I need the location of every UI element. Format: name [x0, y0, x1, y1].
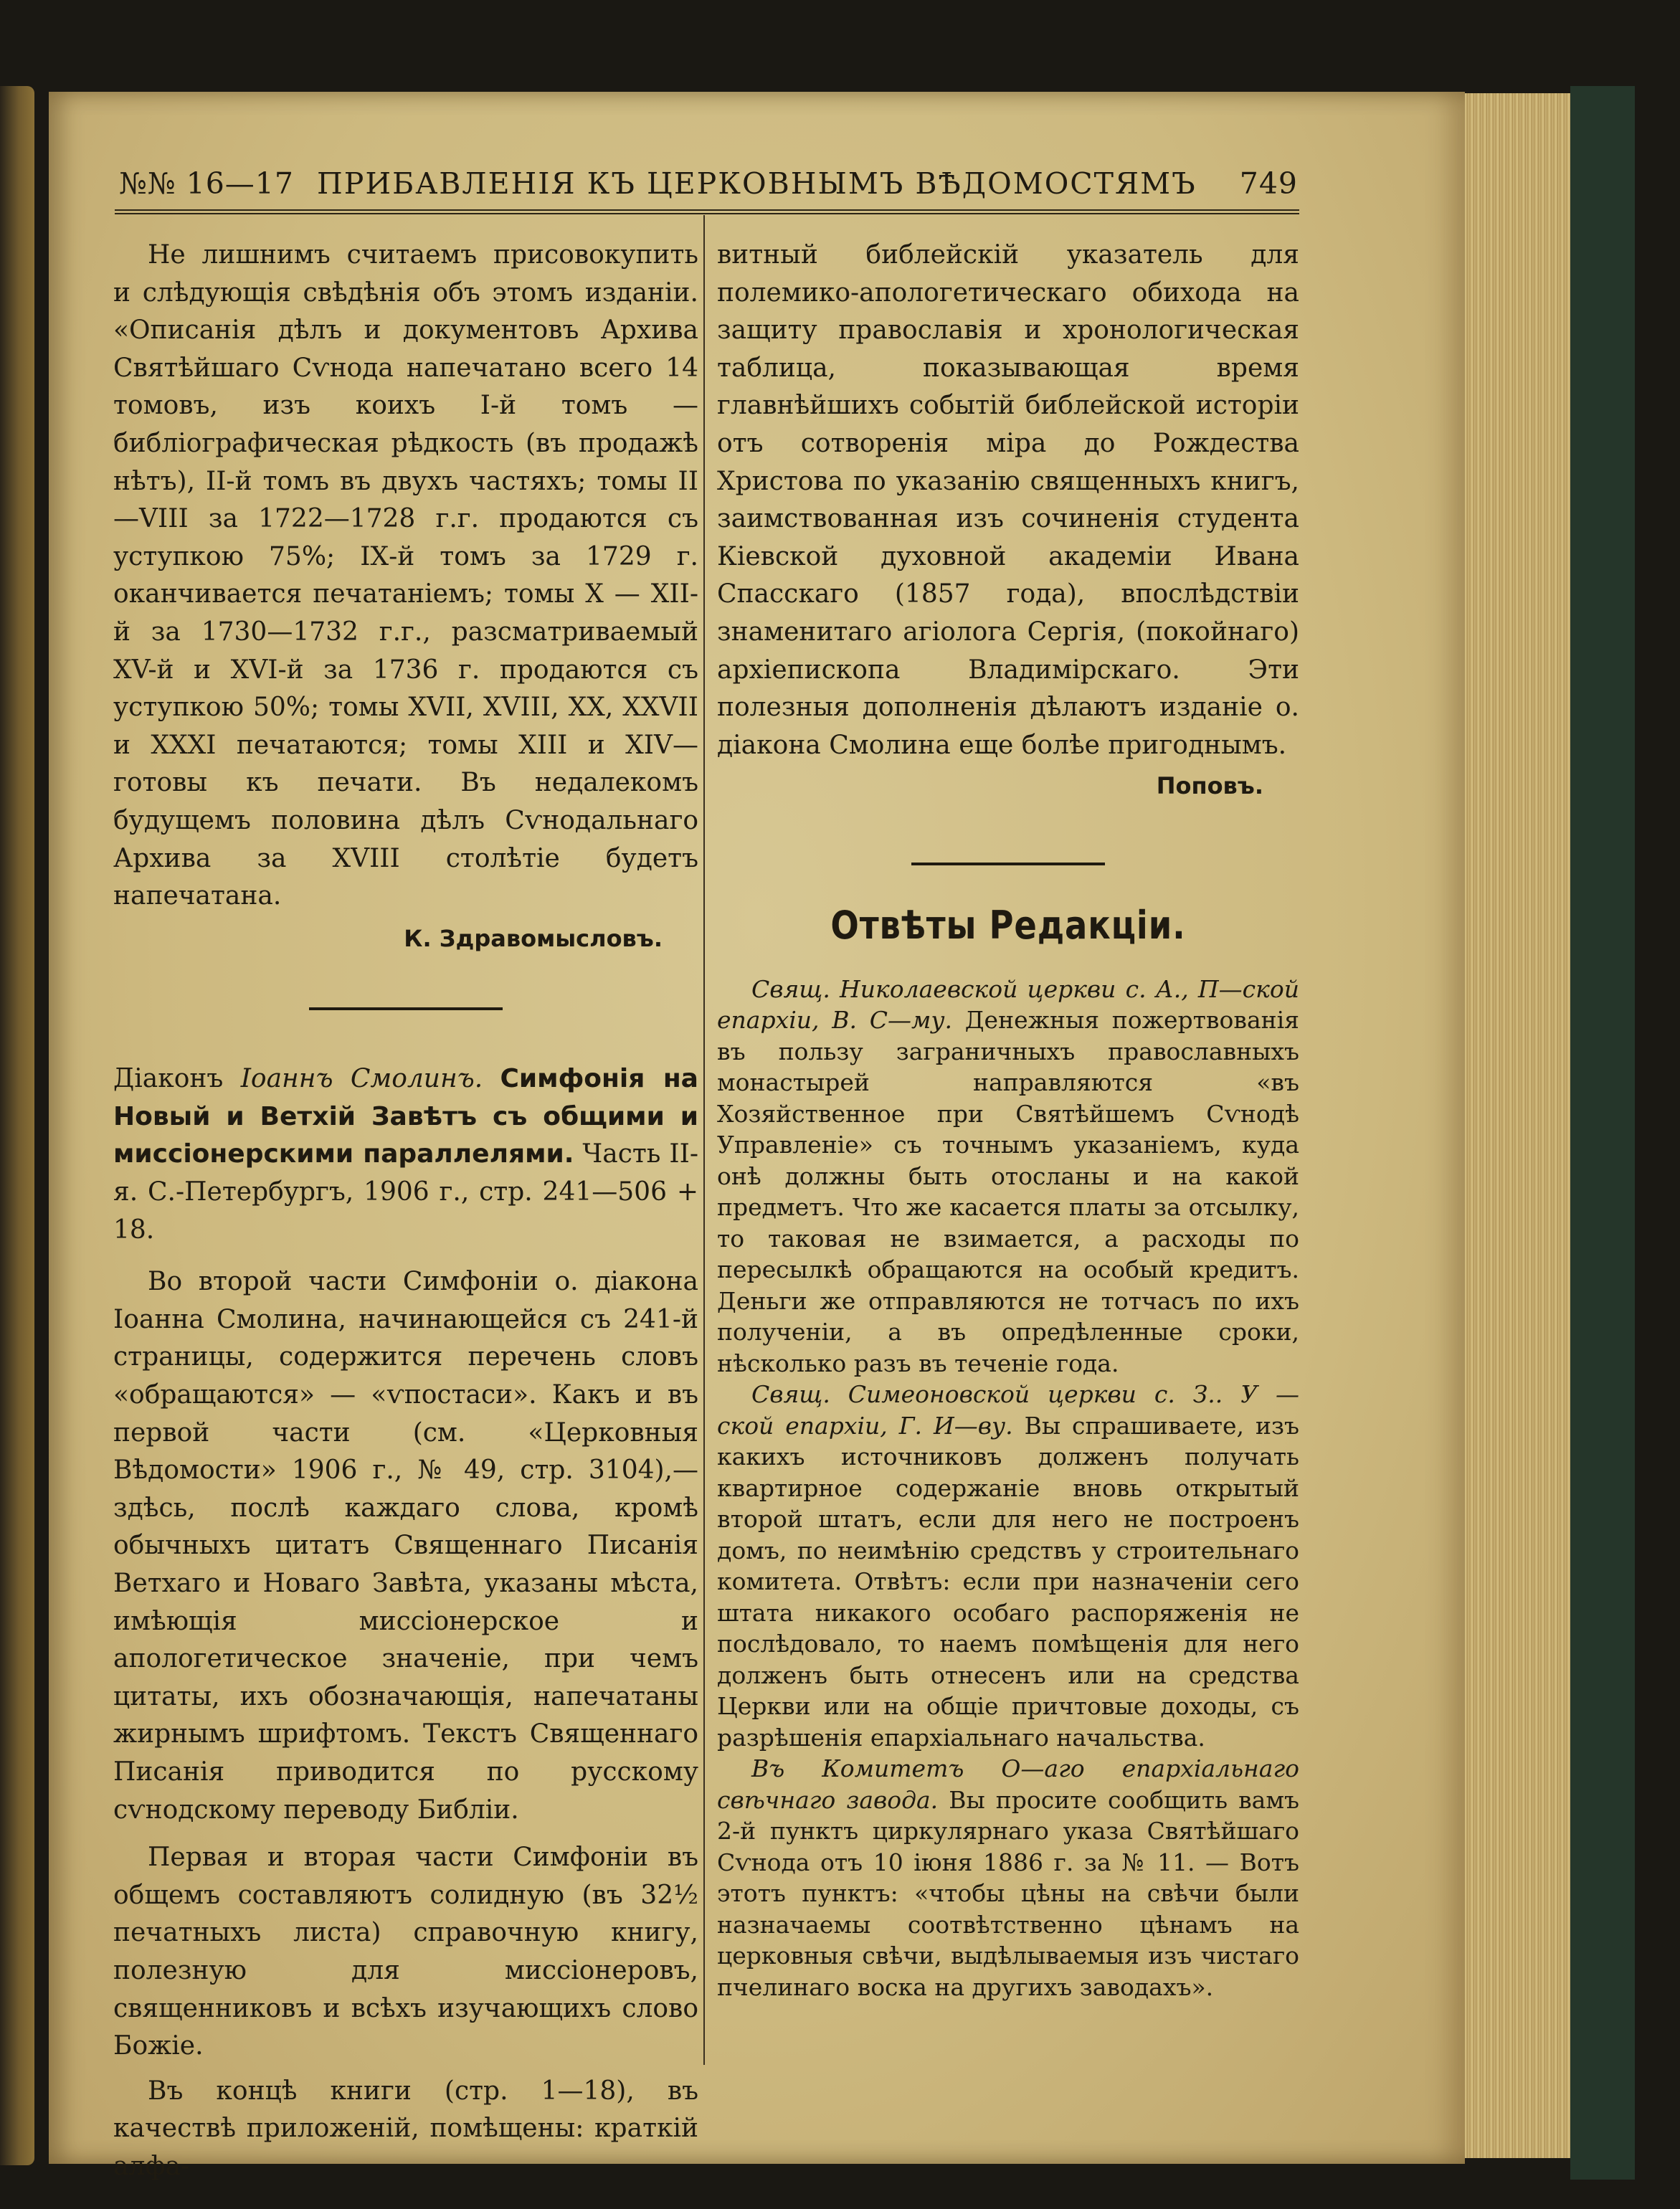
signature-popov: Поповъ. — [1156, 772, 1263, 800]
previous-page-edge — [0, 86, 34, 2165]
column-divider — [703, 215, 705, 2065]
book-details: Часть ІІ-я. С.-Петербургъ, 1906 г., стр. 241—506 + 18. — [113, 1139, 698, 1245]
section-rule — [309, 1007, 503, 1010]
answer-3 — [717, 1753, 1299, 2003]
answer-1-text: Денежныя пожертвованія въ пользу заграничныхъ православныхъ монастырей направляются «въ Хозяйственное при Святѣйшемъ Сѵнодѣ Управленіе» съ точнымъ указаніемъ, куда онѣ должны быть отосланы и на какой предметъ. Что же касается платы за отсылку, то таковая не взимается, а расходы по пересылкѣ обращаются на особый кредитъ. Деньги же отправляются не тотчасъ по ихъ полученіи, а въ опредѣленные сроки, нѣсколько разъ въ теченіе года. — [717, 1006, 1299, 1377]
author-name: Іоаннъ Смолинъ. — [240, 1064, 483, 1094]
review-paragraph-3: Первая и вторая части Симфоніи въ общемъ составляютъ солидную (въ 32½ печатныхъ листа) справочную книгу, полезную для миссіонеровъ, священниковъ и всѣхъ изучающихъ слово Божіе. — [113, 1843, 698, 2061]
answer-1 — [717, 974, 1299, 1379]
page-number: 749 — [1239, 166, 1298, 201]
book-title: Симфонія на Новый и Ветхій Завѣтъ съ общими и миссіонерскими параллелями. — [113, 1064, 698, 1169]
header-rule — [115, 209, 1299, 214]
left-column — [113, 237, 698, 2186]
review-paragraph-2: Во второй части Симфоніи о. діакона Іоанна Смолина, начинающейся съ 241-й страницы, содержится перечень словъ «обращаются» — «ѵпостаси». Какъ и въ первой части (см. «Церковныя Вѣдомости» 1906 г., № 49, стр. 3104),—здѣсь, послѣ каждаго слова, кромѣ обычныхъ цитатъ Священнаго Писанія Ветхаго и Новаго Завѣта, указаны мѣста, имѣющія миссіонерское и апологетическое значеніе, при чемъ цитаты, ихъ обозначающія, напечатаны жирнымъ шрифтомъ. Текстъ Священнаго Писанія приводится по русскому сѵнодскому переводу Библіи. — [113, 1267, 698, 1825]
answer-2-addressee: Свящ. Симеоновской церкви с. З.. У — ской епархіи, Г. И—ву. — [717, 1380, 1299, 1440]
author-rank: Діаконъ — [113, 1064, 224, 1094]
answer-2 — [717, 1379, 1299, 1753]
section-heading: Отвѣты Редакціи. — [830, 902, 1186, 948]
answer-2-text: Вы спрашиваете, изъ какихъ источниковъ долженъ получать квартирное содержаніе вновь открытый второй штатъ, если для него не построенъ домъ, по неимѣнію средствъ у строительнаго комитета. Отвѣтъ: если при назначеніи сего штата никакого особаго распоряженія не послѣдовало, то наемъ помѣщенія для него долженъ быть отнесенъ или на средства Церкви или на общіе причтовые доходы, съ разрѣшенія епархіальнаго начальства. — [717, 1411, 1299, 1752]
bibliographic-entry — [113, 1060, 698, 1249]
review-paragraph-4: Въ концѣ книги (стр. 1—18), въ качествѣ приложеній, помѣщены: краткій алфа- — [113, 2076, 698, 2181]
signature-zdravomyslov: К. Здравомысловъ. — [404, 924, 663, 952]
book-cover — [1570, 86, 1635, 2180]
answer-1-addressee: Свящ. Николаевской церкви с. А., П—ской епархіи, В. С—му. — [717, 974, 1299, 1034]
answer-3-text: Вы просите сообщить вамъ 2-й пунктъ циркулярнаго указа Святѣйшаго Сѵнода отъ 10 іюня 1886 г. за № 11. — Вотъ этотъ пунктъ: «чтобы цѣны на свѣчи были назначаемы соотвѣтственно цѣнамъ на церковныя свѣчи, выдѣлываемыя изъ чистаго пчелинаго воска на другихъ заводахъ». — [717, 1785, 1300, 2001]
editorial-answers — [717, 974, 1299, 2003]
journal-title: ПРИБАВЛЕНІЯ КЪ ЦЕРКОВНЫМЪ ВѢДОМОСТЯМЪ — [317, 166, 1197, 201]
answer-3-addressee: Въ Комитетъ О—аго епархіальнаго свѣчнаго завода. — [717, 1754, 1299, 1814]
review-paragraph-1: Не лишнимъ считаемъ присовокупить и слѣдующія свѣдѣнія объ этомъ изданіи. «Описанія дѣлъ и документовъ Архива Святѣйшаго Сѵнода напечатано всего 14 томовъ, изъ коихъ І-й томъ — библіографическая рѣдкость (въ продажѣ нѣтъ), ІІ-й томъ въ двухъ частяхъ; томы ІІ—VІІІ за 1722—1728 г.г. продаются съ уступкою 75%; ІХ-й томъ за 1729 г. оканчивается печатаніемъ; томы Х — ХІІ-й за 1730—1732 г.г., разсматриваемый XV-й и XVІ-й за 1736 г. продаются съ уступкою 50%; томы XVІІ, XVІІІ, ХХ, XXVІІ и XXXI печатаются; томы XIII и XIV— готовы къ печати. Въ недалекомъ будущемъ половина дѣлъ Сѵнодальнаго Архива за XVIII столѣтіе будетъ напечатана. — [113, 240, 698, 911]
issue-number: №№ 16—17 — [119, 166, 294, 201]
right-column — [717, 237, 1299, 2003]
section-rule — [911, 863, 1105, 865]
review-continuation: витный библейскій указатель для полемико-апологетическаго обихода на защиту православія и хронологическая таблица, показывающая время главнѣйшихъ событій библейской исторіи отъ сотворенія міра до Рождества Христова по указанію священныхъ книгъ, заимствованная изъ сочиненія студента Кіевской духовной академіи Ивана Спасскаго (1857 года), впослѣдствіи знаменитаго агіолога Сергія, (покойнаго) архіепископа Владимірскаго. Эти полезныя дополненія дѣлаютъ изданіе о. діакона Смолина еще болѣе пригоднымъ. — [717, 240, 1299, 760]
running-header — [119, 166, 1298, 205]
